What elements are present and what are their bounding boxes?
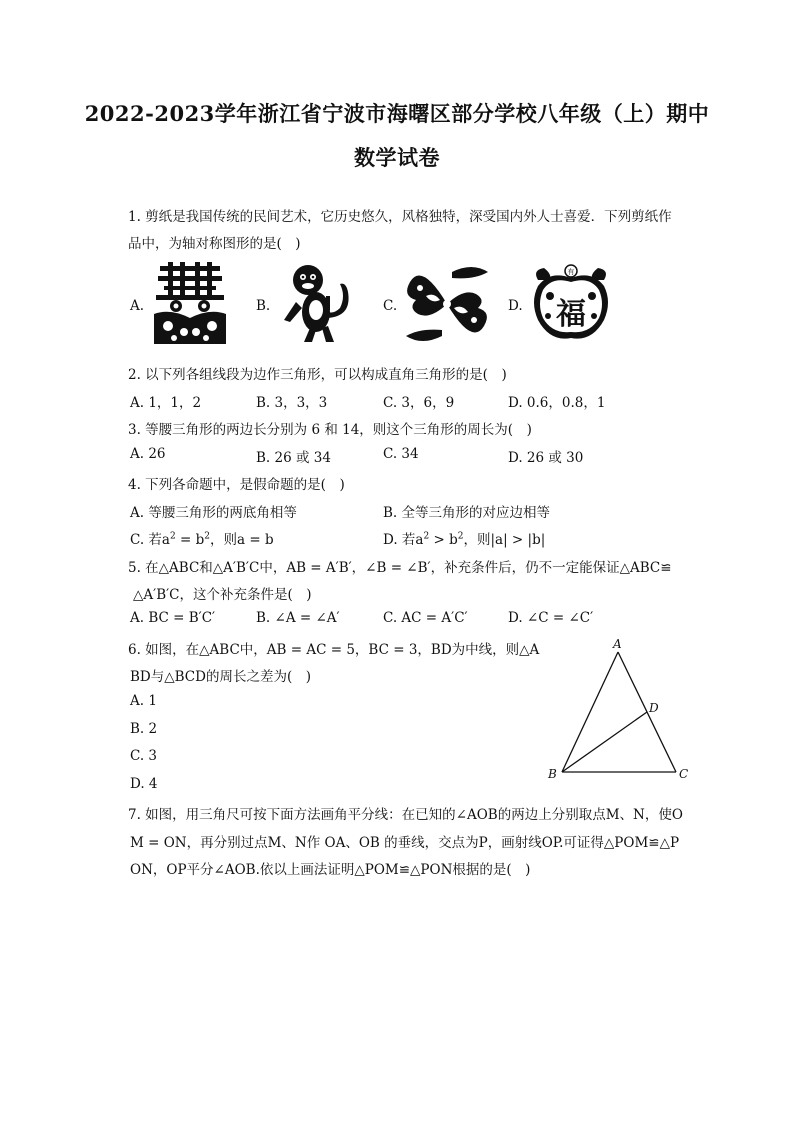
q6-stem-line1: 6. 如图，在△ABC中，AB = AC = 5，BC = 3，BD为中线，则△A (128, 642, 540, 658)
q6-option-c: C. 3 (130, 748, 158, 764)
triangle-abc-figure (540, 636, 700, 786)
q4-option-d: D. 若$a^2 > b^2$，则|a| > |b| (383, 531, 546, 548)
q6-option-a: A. 1 (130, 693, 157, 709)
q1-label-a: A. (130, 298, 145, 314)
apple-leaf-text: 有 (567, 268, 575, 276)
q6-stem-line2: BD与△BCD的周长之差为( ) (130, 669, 311, 685)
q6-option-d: D. 4 (130, 776, 158, 792)
q2-option-c: C. 3，6，9 (383, 395, 455, 411)
q3-stem: 3. 等腰三角形的两边长分别为 6 和 14，则这个三角形的周长为( ) (128, 422, 532, 438)
fish-papercut-icon (402, 262, 492, 346)
q1-label-b: B. (256, 298, 271, 314)
label-b: B (548, 767, 557, 781)
q1-stem-line2: 品中，为轴对称图形的是( ) (128, 236, 301, 252)
paper-title-line2: 数学试卷 (354, 145, 440, 170)
q3-option-a: A. 26 (130, 446, 166, 462)
q3-option-d: D. 26 或 30 (508, 450, 584, 466)
q4-option-b: B. 全等三角形的对应边相等 (383, 505, 551, 521)
fu-apple-papercut-icon (530, 262, 612, 344)
q6-option-b: B. 2 (130, 721, 158, 737)
label-c: C (679, 767, 689, 781)
apple-fu-text: 福 (556, 297, 586, 332)
q5-stem-line2: △A′B′C，这个补充条件是( ) (133, 587, 312, 603)
q3-option-b: B. 26 或 34 (256, 450, 331, 466)
monkey-papercut-icon (276, 262, 356, 344)
paper-title-line1: 2022-2023学年浙江省宁波市海曙区部分学校八年级（上）期中 (84, 101, 710, 126)
q7-stem-line1: 7. 如图，用三角尺可按下面方法画角平分线：在已知的∠AOB的两边上分别取点M、N，使O (128, 807, 683, 823)
q5-option-c: C. AC = A′C′ (383, 610, 468, 626)
q2-stem: 2. 以下列各组线段为边作三角形，可以构成直角三角形的是( ) (128, 367, 507, 383)
q2-option-a: A. 1，1，2 (130, 395, 202, 411)
q1-stem-line1: 1. 剪纸是我国传统的民间艺术，它历史悠久，风格独特，深受国内外人士喜爱．下列剪纸作 (128, 209, 672, 225)
q5-stem-line1: 5. 在△ABC和△A′B′C中，AB = A′B′，∠B = ∠B′，补充条件后，仍不一定能保证△ABC≌ (128, 560, 672, 576)
q5-option-d: D. ∠C = ∠C′ (508, 610, 594, 626)
label-d: D (649, 701, 659, 715)
q4-option-c: C. 若$a^2 = b^2$，则a = b (130, 531, 274, 548)
side-ab (562, 652, 618, 772)
q1-label-c: C. (383, 298, 398, 314)
q5-option-b: B. ∠A = ∠A′ (256, 610, 340, 626)
q5-option-a: A. BC = B′C′ (130, 610, 216, 626)
double-happiness-papercut-icon (150, 262, 230, 347)
q1-label-d: D. (508, 298, 523, 314)
q7-stem-line2: M = ON，再分别过点M、N作 OA、OB 的垂线，交点为P，画射线OP.可证得△POM≌△P (130, 835, 680, 851)
q4-stem: 4. 下列各命题中，是假命题的是( ) (128, 477, 345, 493)
q3-option-c: C. 34 (383, 446, 419, 462)
q7-stem-line3: ON，OP平分∠AOB.依以上画法证明△POM≌△PON根据的是( ) (130, 862, 531, 878)
q4-option-a: A. 等腰三角形的两底角相等 (130, 505, 297, 521)
label-a: A (613, 637, 622, 651)
q2-option-b: B. 3，3，3 (256, 395, 328, 411)
q2-option-d: D. 0.6，0.8，1 (508, 395, 606, 411)
median-bd (562, 712, 647, 772)
